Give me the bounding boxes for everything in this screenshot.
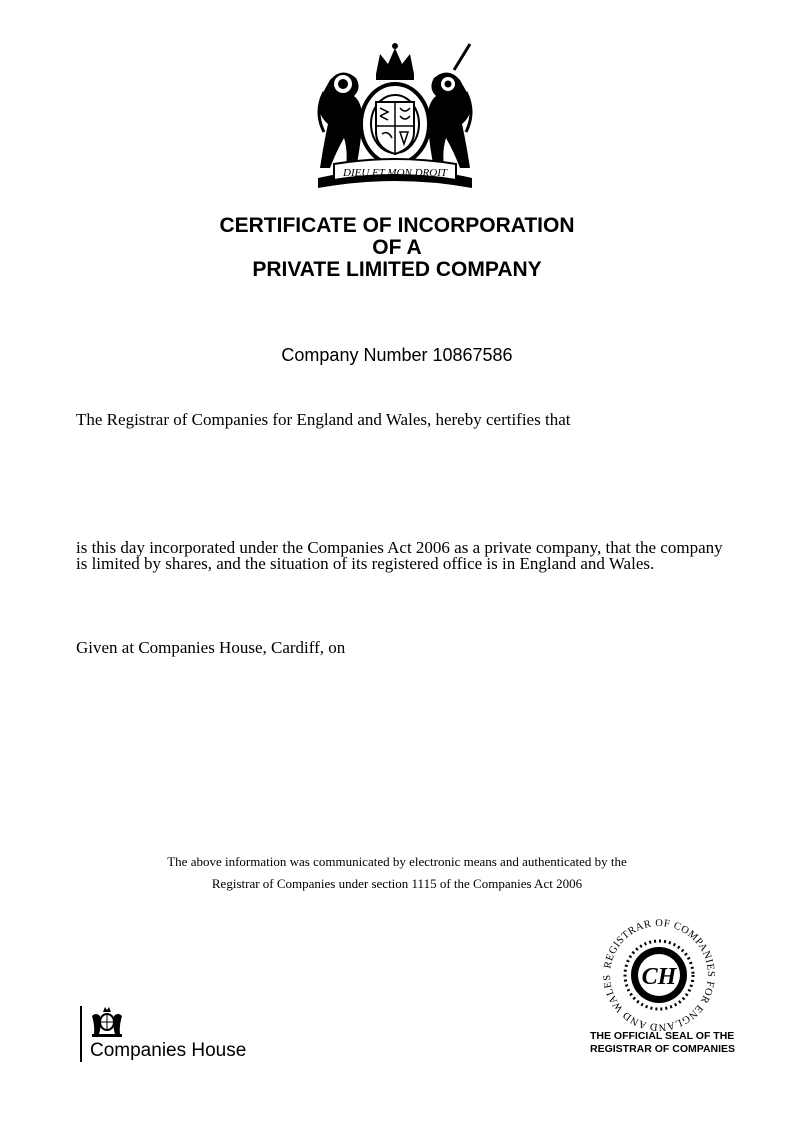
incorporation-statement: is this day incorporated under the Companies Act 2006 as a private company, that the company is limited by shares, and the situation of its registered office is in England and Wales. bbox=[76, 538, 723, 573]
authentication-note bbox=[0, 851, 794, 895]
company-number: Company Number 10867586 bbox=[281, 345, 513, 365]
certificate-title bbox=[0, 215, 794, 281]
seal-caption-line-2: REGISTRAR OF COMPANIES bbox=[590, 1043, 736, 1055]
seal-caption-line-1: THE OFFICIAL SEAL OF THE bbox=[590, 1030, 735, 1042]
companies-house-logo bbox=[80, 1006, 270, 1064]
authentication-note-line-2: Registrar of Companies under section 1115 of the Companies Act 2006 bbox=[211, 876, 583, 891]
royal-coat-of-arms-icon bbox=[310, 40, 480, 192]
title-line-1: CERTIFICATE OF INCORPORATION bbox=[219, 214, 575, 237]
authentication-note-line-1: The above information was communicated by electronic means and authenticated by the bbox=[167, 854, 627, 869]
seal-monogram: CH bbox=[641, 964, 677, 990]
title-line-2: OF A bbox=[372, 236, 422, 259]
given-at-statement: Given at Companies House, Cardiff, on bbox=[76, 638, 346, 657]
motto-text: DIEU ET MON DROIT bbox=[343, 167, 447, 179]
seal-caption bbox=[590, 1030, 735, 1056]
title-line-3: PRIVATE LIMITED COMPANY bbox=[252, 258, 542, 281]
companies-house-crest-icon bbox=[90, 1006, 124, 1038]
registrar-seal-icon bbox=[596, 912, 722, 1038]
seal-ring-text: REGISTRAR OF COMPANIES FOR ENGLAND AND WALES bbox=[601, 917, 717, 1033]
logo-divider bbox=[80, 1006, 82, 1062]
certifies-statement: The Registrar of Companies for England and Wales, hereby certifies that bbox=[76, 410, 571, 429]
companies-house-wordmark: Companies House bbox=[90, 1040, 247, 1061]
